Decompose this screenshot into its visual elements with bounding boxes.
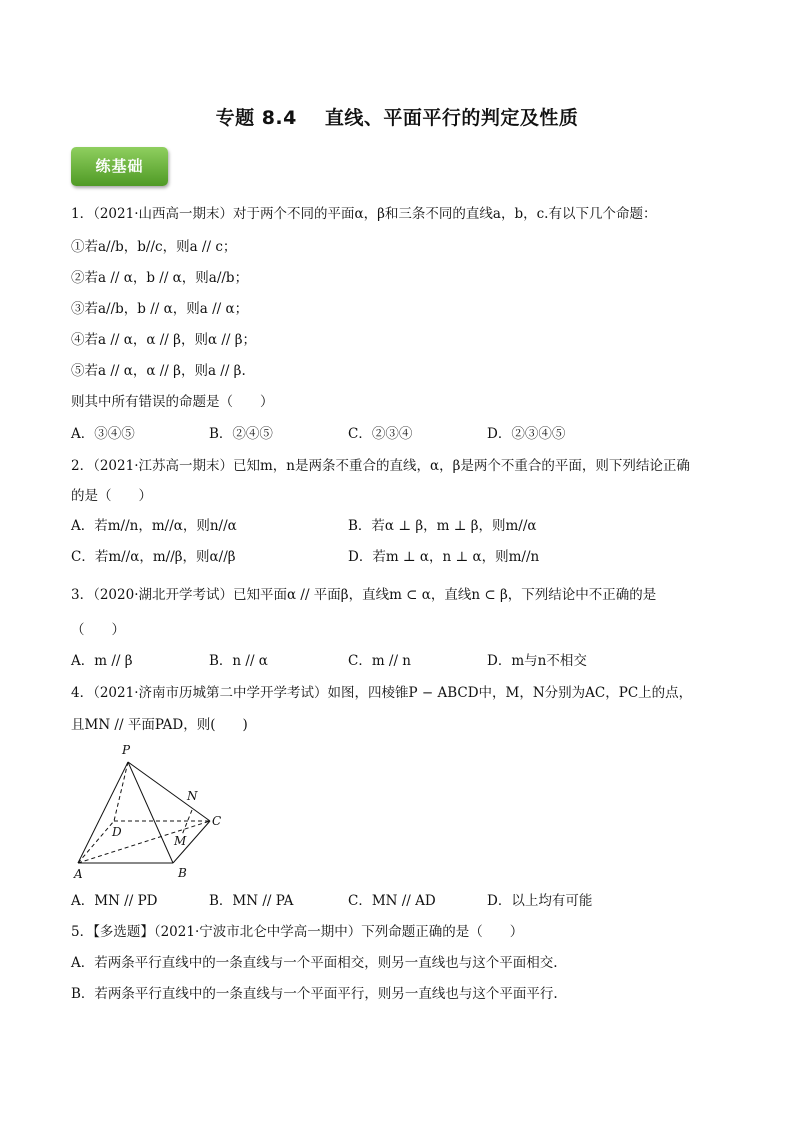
q4-option-a: A．MN // PD — [71, 893, 158, 909]
q4-option-c: C．MN // AD — [348, 893, 436, 909]
q1-item-5: ⑤若a // α，α // β，则a // β. — [71, 363, 246, 379]
q3-stem-line1: 3．（2020·湖北开学考试）已知平面α // 平面β，直线m ⊂ α，直线n ⊂ β，下列结论中不正确的是 — [71, 587, 657, 603]
section-badge: 练基础 — [71, 147, 168, 186]
label-d: D — [112, 825, 122, 839]
q2-stem-line2: 的是（ ） — [71, 488, 152, 504]
q5-stem: 5．【多选题】（2021·宁波市北仑中学高一期中）下列命题正确的是（ ） — [71, 924, 524, 940]
q1-stem: 1．（2021·山西高一期末）对于两个不同的平面α，β和三条不同的直线a，b，c.有以下几个命题： — [71, 206, 657, 222]
q1-item-4: ④若a // α，α // β，则α // β； — [71, 332, 257, 348]
edge-pc — [128, 762, 210, 821]
label-b: B — [178, 866, 187, 880]
edge-pd-dashed — [114, 762, 128, 821]
label-n: N — [187, 789, 198, 803]
q1-option-c: C．②③④ — [348, 426, 413, 442]
q3-option-b: B．n // α — [209, 653, 268, 669]
q3-option-c: C．m // n — [348, 653, 412, 669]
q1-option-d: D．②③④⑤ — [487, 426, 566, 442]
q4-stem-line1: 4．（2021·济南市历城第二中学开学考试）如图，四棱锥P − ABCD中，M，N分别为AC，PC上的点， — [71, 685, 693, 701]
q5-option-b: B．若两条平行直线中的一条直线与一个平面平行，则另一直线也与这个平面平行. — [71, 986, 558, 1002]
q2-option-d: D．若m ⊥ α，n ⊥ α，则m//n — [348, 549, 540, 565]
edge-ac-dashed — [78, 821, 210, 863]
edge-pb — [128, 762, 173, 863]
q3-option-d: D．m与n不相交 — [487, 653, 587, 669]
q1-ask: 则其中所有错误的命题是（ ） — [71, 394, 274, 410]
q1-option-a: A．③④⑤ — [71, 426, 135, 442]
title-number: 专题 8.4 — [215, 107, 297, 129]
q1-item-3: ③若a//b，b // α，则a // α； — [71, 301, 249, 317]
q4-stem-line2: 且MN // 平面PAD，则( ) — [71, 717, 248, 733]
page-title — [0, 103, 794, 130]
q2-stem-line1: 2．（2021·江苏高一期末）已知m，n是两条不重合的直线，α，β是两个不重合的平面，则下列结论正确 — [71, 458, 690, 474]
label-a: A — [74, 867, 83, 880]
segment-mn-dashed — [182, 810, 192, 835]
q5-option-a: A．若两条平行直线中的一条直线与一个平面相交，则另一直线也与这个平面相交. — [71, 955, 558, 971]
label-c: C — [212, 814, 222, 828]
label-m: M — [174, 834, 187, 848]
q1-item-1: ①若a//b，b//c，则a // c； — [71, 239, 237, 255]
q3-option-a: A．m // β — [71, 653, 133, 669]
q4-option-d: D．以上均有可能 — [487, 893, 593, 909]
q2-option-a: A．若m//n，m//α，则n//α — [71, 518, 237, 534]
label-p: P — [122, 743, 131, 757]
q4-option-b: B．MN // PA — [209, 893, 294, 909]
pyramid-figure — [70, 740, 240, 880]
title-text: 直线、平面平行的判定及性质 — [324, 107, 579, 129]
edge-pa — [78, 762, 128, 863]
q3-stem-line2: （ ） — [71, 622, 125, 638]
q1-option-b: B．②④⑤ — [209, 426, 273, 442]
q2-option-b: B．若α ⊥ β，m ⊥ β，则m//α — [348, 518, 537, 534]
q1-item-2: ②若a // α，b // α，则a//b； — [71, 270, 249, 286]
q2-option-c: C．若m//α，m//β，则α//β — [71, 549, 236, 565]
